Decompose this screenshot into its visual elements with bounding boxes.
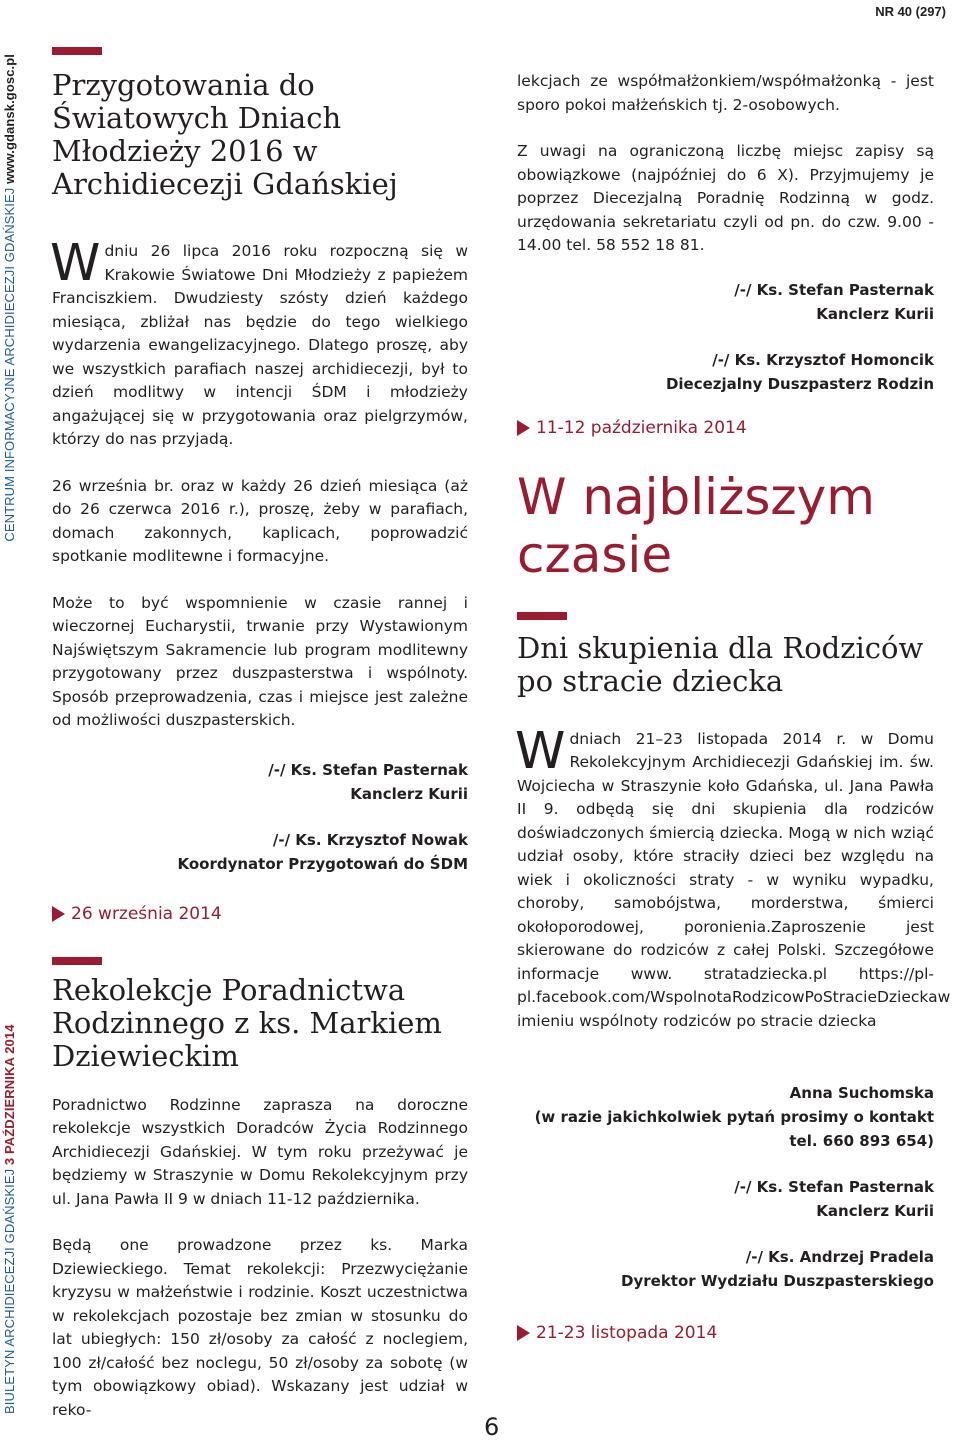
contact-phone: tel. 660 893 654) xyxy=(789,1132,934,1150)
signature-role: Dyrektor Wydziału Duszpasterskiego xyxy=(621,1272,934,1290)
title-bar xyxy=(52,47,102,55)
article2-paragraph-1: Poradnictwo Rodzinne zaprasza na doroczne rekolekcje wszystkich Doradców Życia Rodzinnego Archidiecezji Gdańskiej. W tym roku przeżywać je będziemy w Straszynie w Domu Rekolekcyjnym przy ul. Jana Pawła II 9 w dniach 11-12 października. xyxy=(52,1095,468,1208)
section-date: 11-12 października 2014 xyxy=(517,418,934,438)
triangle-marker-icon xyxy=(517,1325,530,1341)
signature-role: Diecezjalny Duszpasterz Rodzin xyxy=(665,374,934,393)
right-column xyxy=(515,70,951,1343)
article1-body xyxy=(50,234,468,733)
article3-signatures xyxy=(517,1175,934,1293)
triangle-marker-icon xyxy=(52,906,65,922)
sidebar-url[interactable]: www.gdansk.gosc.pl xyxy=(2,54,17,184)
article2-paragraph-2: Będą one prowadzone przez ks. Marka Dziewieckiego. Temat rekolekcji: Przezwyciężanie kryzysu w małżeństwie i rodzinie. Koszt uczestnictwa w rekolekcjach pozostaje bez zmian w stosunku do lat ubiegłych: 150 zł/osoby za całość z noclegiem, 100 zł/całość bez noclegu, 50 zł/osoby za sobotę (w tym obowiązkowy obiad). Wskazany jest udział w reko- xyxy=(52,1236,468,1419)
sidebar-date: 3 PAŹDZIERNIKA 2014 xyxy=(2,1024,17,1166)
signature-name: /-/ Ks. Krzysztof Nowak xyxy=(272,830,468,849)
signature-name: /-/ Ks. Stefan Pasternak xyxy=(268,760,468,779)
article1-paragraph-1: Wdniu 26 lipca 2016 roku rozpoczną się w Krakowie Światowe Dni Młodzieży z papieżem Franciszkiem. Dwudziesty szósty dzień każdego miesiąca, zbliżał nas będzie do tego wielkiego wydarzenia ewangelizacyjnego. Dlatego proszę, aby we wszystkich parafiach naszej archidiecezji, był to dzień modlitwy w intencji ŚDM i młodzieży angażującej się w przygotowania oraz pielgrzymów, którzy do nas przyjadą. xyxy=(50,234,468,448)
signature-name: /-/ Ks. Krzysztof Homoncik xyxy=(712,350,934,369)
article2-paragraph-3: lekcjach ze współmałżonkiem/współmałżonką - jest sporo pokoi małżeńskich tj. 2-osobowych. xyxy=(517,72,934,114)
page-number: 6 xyxy=(484,1413,500,1441)
issue-number: NR 40 (297) xyxy=(875,4,946,19)
sidebar-right xyxy=(2,54,17,542)
dropcap: W xyxy=(50,234,101,293)
article3-paragraph-1: Wdniach 21–23 listopada 2014 r. w Domu Rekolekcyjnym Archidiecezji Gdańskiej im. św. Wojciecha w Straszynie koło Gdańska, ul. Jana Pawła II 9. odbędą się dni skupienia dla rodziców doświadczonych śmiercią dziecka. Mogą w nich wziąć udział osoby, które straciły dzieci bez względu na wiek i okoliczności straty - w wyniku wypadku, choroby, samobójstwa, morderstwa, śmierci okołoporodowej, poronienia.Zaproszenie jest skierowane do rodziców z całej Polski. Szczegółowe informacje www. stratadziecka.pl https://pl-pl.facebook.com/WspolnotaRodzicowPoStracieDzieckaw imieniu wspólnoty rodziców po stracie dziecka xyxy=(515,721,951,1030)
article1-paragraph-3: Może to być wspomnienie w czasie rannej i wieczornej Eucharystii, trwanie przy Wystawionym Najświętszym Sakramencie lub program modlitewny przygotowany przez duszpasterstwa i wspólnoty. Sposób przeprowadzenia, czas i miejsce jest zależne od możliwości duszpasterskich. xyxy=(52,593,468,729)
contact-note: (w razie jakichkolwiek pytań prosimy o kontakt xyxy=(534,1108,934,1126)
title-bar xyxy=(52,957,102,965)
contact-name: Anna Suchomska xyxy=(789,1084,934,1102)
dropcap: W xyxy=(515,721,566,781)
sidebar-left xyxy=(2,1024,17,1414)
article2-paragraph-4: Z uwagi na ograniczoną liczbę miejsc zapisy są obowiązkowe (najpóźniej do 6 X). Przyjmujemy je poprzez Diecezjalną Poradnię Rodzinną w godz. urzędowania sekretariatu czyli od pn. do czw. 9.00 - 14.00 tel. 58 552 18 81. xyxy=(517,142,934,254)
signature-name: /-/ Ks. Stefan Pasternak xyxy=(734,280,934,299)
article2-date: 26 września 2014 xyxy=(52,904,468,924)
article3-date: 21-23 listopada 2014 xyxy=(517,1323,934,1343)
sidebar-center-name: CENTRUM INFORMACYJNE ARCHIDIECEZJI GDAŃSKIEJ xyxy=(2,187,17,542)
article1-paragraph-2: 26 września br. oraz w każdy 26 dzień miesiąca (aż do 26 czerwca 2016 r.), proszę, żeby w parafiach, domach zakonnych, kaplicach, poprowadzić spotkanie modlitewne i formacyjne. xyxy=(52,476,468,565)
article3-contact xyxy=(517,1081,934,1153)
signature-role: Kanclerz Kurii xyxy=(350,784,468,803)
article2-title: Rekolekcje Poradnictwa Rodzinnego z ks. Markiem Dziewieckim xyxy=(52,972,442,1073)
signature-name: /-/ Ks. Andrzej Pradela xyxy=(745,1248,934,1266)
triangle-marker-icon xyxy=(517,420,530,436)
article3-title: Dni skupienia dla Rodziców po stracie dziecka xyxy=(517,630,924,698)
article2-signatures xyxy=(517,278,934,396)
signature-role: Kanclerz Kurii xyxy=(816,1202,934,1220)
vertical-sidebar xyxy=(2,54,17,1414)
signature-name: /-/ Ks. Stefan Pasternak xyxy=(734,1178,934,1196)
article1-title: Przygotowania do Światowych Dniach Młodzieży 2016 w Archidiecezji Gdańskiej xyxy=(52,68,398,201)
left-column xyxy=(52,47,468,1422)
article1-signatures xyxy=(52,758,468,876)
section-heading: W najbliższym czasie xyxy=(517,467,875,584)
sidebar-bulletin-name: BIULETYN ARCHIDIECEZJI GDAŃSKIEJ xyxy=(2,1168,17,1414)
signature-role: Kanclerz Kurii xyxy=(816,304,934,323)
signature-role: Koordynator Przygotowań do ŚDM xyxy=(177,854,468,873)
title-bar xyxy=(517,612,567,620)
